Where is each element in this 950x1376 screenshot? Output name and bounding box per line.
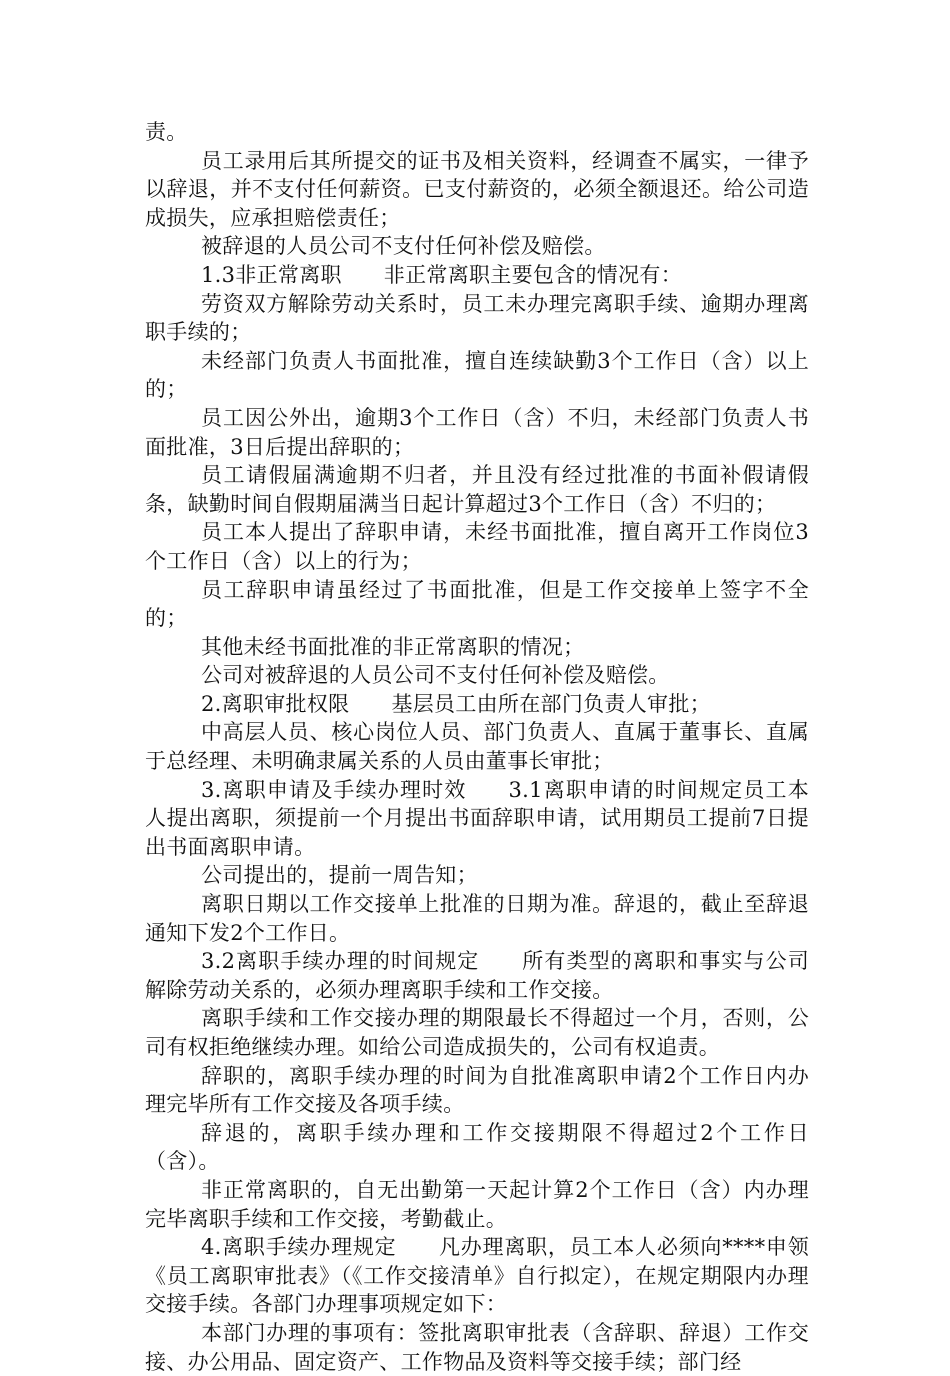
paragraph-text: 3.1离职申请的时间规定员工本人提出离职，须提前一个月提出书面辞职申请，试用期员工提前7日提出书面离职申请。 bbox=[145, 777, 809, 859]
paragraph-text: 本部门办理的事项有：签批离职审批表（含辞职、辞退）工作交接、办公用品、固定资产、工作物品及资料等交接手续；部门经 bbox=[145, 1320, 809, 1374]
paragraph-text: 员工因公外出，逾期3个工作日（含）不归，未经部门负责人书面批准，3日后提出辞职的； bbox=[145, 405, 809, 459]
paragraph bbox=[145, 576, 809, 633]
paragraph bbox=[145, 718, 809, 775]
paragraph-text: 基层员工由所在部门负责人审批； bbox=[391, 691, 711, 716]
paragraph bbox=[145, 232, 809, 261]
document-body bbox=[145, 118, 809, 1376]
paragraph-text: 公司提出的，提前一周告知； bbox=[201, 863, 478, 888]
section-heading: 3.2离职手续办理的时间规定 bbox=[201, 949, 480, 974]
section-heading: 3.离职申请及手续办理时效 bbox=[201, 777, 467, 802]
paragraph bbox=[145, 118, 809, 147]
section-paragraph bbox=[145, 776, 809, 862]
paragraph-text: 辞退的，离职手续办理和工作交接期限不得超过2个工作日（含）。 bbox=[145, 1120, 809, 1174]
paragraph-text: 非正常离职的，自无出勤第一天起计算2个工作日（含）内办理完毕离职手续和工作交接，考勤截止。 bbox=[145, 1177, 809, 1231]
paragraph bbox=[145, 1119, 809, 1176]
paragraph bbox=[145, 147, 809, 233]
paragraph bbox=[145, 890, 809, 947]
paragraph-text: 员工录用后其所提交的证书及相关资料，经调查不属实，一律予以辞退，并不支付任何薪资。已支付薪资的，必须全额退还。给公司造成损失，应承担赔偿责任； bbox=[145, 148, 809, 230]
paragraph-text: 员工请假届满逾期不归者，并且没有经过批准的书面补假请假条，缺勤时间自假期届满当日起计算超过3个工作日（含）不归的； bbox=[145, 463, 809, 516]
section-paragraph bbox=[145, 690, 809, 719]
paragraph-text: 被辞退的人员公司不支付任何补偿及赔偿。 bbox=[201, 234, 606, 259]
paragraph bbox=[145, 861, 809, 890]
paragraph bbox=[145, 1319, 809, 1376]
paragraph bbox=[145, 1176, 809, 1233]
paragraph-text: 辞职的，离职手续办理的时间为自批准离职申请2个工作日内办理完毕所有工作交接及各项手续。 bbox=[145, 1063, 809, 1117]
section-paragraph bbox=[145, 947, 809, 1004]
paragraph-text: 非正常离职主要包含的情况有： bbox=[383, 262, 682, 287]
paragraph-text: 劳资双方解除劳动关系时，员工未办理完离职手续、逾期办理离职手续的； bbox=[145, 291, 809, 345]
paragraph bbox=[145, 633, 809, 662]
paragraph bbox=[145, 347, 809, 404]
paragraph bbox=[145, 1004, 809, 1061]
paragraph bbox=[145, 461, 809, 518]
section-heading: 1.3非正常离职 bbox=[201, 262, 342, 287]
paragraph bbox=[145, 518, 809, 575]
paragraph-text: 公司对被辞退的人员公司不支付任何补偿及赔偿。 bbox=[201, 663, 670, 688]
paragraph-text: 责。 bbox=[145, 120, 188, 144]
paragraph-text: 中高层人员、核心岗位人员、部门负责人、直属于董事长、直属于总经理、未明确隶属关系的人员由董事长审批； bbox=[145, 720, 809, 774]
paragraph-text: 员工辞职申请虽经过了书面批准，但是工作交接单上签字不全的； bbox=[145, 577, 809, 631]
paragraph bbox=[145, 290, 809, 347]
section-paragraph bbox=[145, 1233, 809, 1319]
paragraph-text: 离职日期以工作交接单上批准的日期为准。辞退的，截止至辞退通知下发2个工作日。 bbox=[145, 892, 809, 945]
paragraph bbox=[145, 1062, 809, 1119]
section-heading: 2.离职审批权限 bbox=[201, 691, 350, 716]
section-paragraph bbox=[145, 261, 809, 290]
paragraph bbox=[145, 661, 809, 690]
paragraph-text: 员工本人提出了辞职申请，未经书面批准，擅自离开工作岗位3个工作日（含）以上的行为； bbox=[145, 520, 809, 573]
paragraph-text: 凡办理离职，员工本人必须向****申领《员工离职审批表》（《工作交接清单》自行拟定），在规定期限内办理交接手续。各部门办理事项规定如下： bbox=[145, 1235, 809, 1317]
paragraph-text: 未经部门负责人书面批准，擅自连续缺勤3个工作日（含）以上的； bbox=[145, 348, 809, 402]
paragraph-text: 离职手续和工作交接办理的期限最长不得超过一个月，否则，公司有权拒绝继续办理。如给公司造成损失的，公司有权追责。 bbox=[145, 1006, 809, 1059]
paragraph bbox=[145, 404, 809, 461]
section-heading: 4.离职手续办理规定 bbox=[201, 1235, 397, 1260]
paragraph-text: 其他未经书面批准的非正常离职的情况； bbox=[201, 634, 585, 659]
paragraph-text: 所有类型的离职和事实与公司解除劳动关系的，必须办理离职手续和工作交接。 bbox=[145, 949, 809, 1002]
